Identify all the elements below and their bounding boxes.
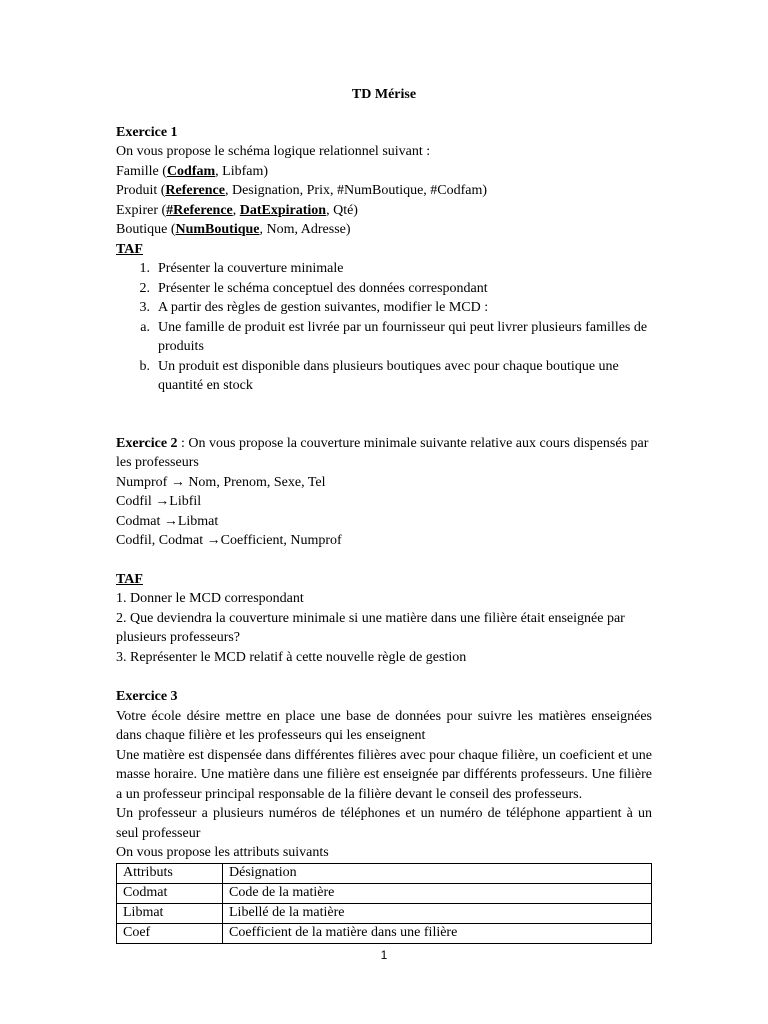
list-item: 3. Représenter le MCD relatif à cette nouvelle règle de gestion	[116, 649, 467, 665]
primary-key: Codfam	[166, 163, 216, 179]
relation-boutique: Boutique (NumBoutique, Nom, Adresse)	[116, 222, 351, 237]
table-header: Attributs	[117, 863, 223, 883]
table-header: Désignation	[223, 863, 652, 883]
primary-key: DatExpiration	[239, 202, 327, 218]
list-item: a. Une famille de produit est livrée par un fournisseur qui peut livrer plusieurs familles de produits	[140, 319, 648, 354]
table-row	[117, 903, 652, 923]
exercise-1-taf: TAF	[116, 241, 143, 257]
exercise-3-heading: Exercice 3	[116, 689, 178, 704]
dependency: Codmat →Libmat	[116, 513, 219, 529]
list-item: 2. Que deviendra la couverture minimale si une matière dans une filière était enseignée par plusieurs professeurs?	[116, 610, 625, 645]
paragraph: Votre école désire mettre en place une base de données pour suivre les matières enseignées dans chaque filière et les professeurs qui les enseignent	[116, 708, 652, 743]
exercise-2	[116, 434, 652, 668]
list-item: 1. Donner le MCD correspondant	[116, 591, 304, 606]
paragraph: Une matière est dispensée dans différentes filières avec pour chaque filière, un coeficient et une masse horaire. Une matière dans une filière est enseignée par différents professeurs. Une filière a un professeur principal responsable de la filière devant le conseil des professeurs.	[116, 747, 652, 802]
attributes-table	[116, 863, 652, 944]
table-cell: Libmat	[117, 903, 223, 923]
exercise-1-tasks	[116, 259, 652, 396]
dependency: Numprof → Nom, Prenom, Sexe, Tel	[116, 474, 326, 490]
paragraph: Un professeur a plusieurs numéros de téléphones et un numéro de téléphone appartient à un seul professeur	[116, 806, 652, 841]
page-title: TD Mérise	[351, 87, 417, 102]
table-row	[117, 923, 652, 943]
relation-produit: Produit (Reference, Designation, Prix, #NumBoutique, #Codfam)	[116, 183, 488, 198]
table-header-row	[117, 863, 652, 883]
table-cell: Codmat	[117, 883, 223, 903]
page-number: 1	[380, 948, 388, 962]
table-cell: Code de la matière	[223, 883, 652, 903]
table-cell: Libellé de la matière	[223, 903, 652, 923]
primary-key: NumBoutique	[175, 222, 260, 237]
list-item: b. Un produit est disponible dans plusieurs boutiques avec pour chaque boutique une quantité en stock	[139, 358, 619, 393]
primary-key: Reference	[165, 183, 225, 198]
relation-expirer: Expirer (#Reference, DatExpiration, Qté)	[116, 202, 358, 218]
exercise-1-heading: Exercice 1	[116, 124, 178, 140]
list-item: 3. A partir des règles de gestion suivantes, modifier le MCD :	[139, 300, 489, 315]
list-item: 1. Présenter la couverture minimale	[139, 261, 344, 276]
table-cell: Coefficient de la matière dans une filière	[223, 923, 652, 943]
list-item: 2. Présenter le schéma conceptuel des données correspondant	[139, 280, 488, 296]
paragraph: On vous propose les attributs suivants	[116, 845, 329, 860]
table-cell: Coef	[117, 923, 223, 943]
document-page	[116, 85, 652, 944]
dependency: Codfil →Libfil	[116, 494, 202, 509]
exercise-3	[116, 687, 652, 944]
relation-famille: Famille (Codfam, Libfam)	[116, 163, 269, 179]
exercise-2-heading: Exercice 2	[116, 435, 178, 451]
dependency: Codfil, Codmat →Coefficient, Numprof	[116, 533, 342, 548]
exercise-1	[116, 123, 652, 396]
exercise-1-intro: On vous propose le schéma logique relationnel suivant :	[116, 144, 431, 159]
exercise-2-intro: Exercice 2 : On vous propose la couverture minimale suivante relative aux cours dispensés par les professeurs	[116, 435, 649, 470]
primary-key: #Reference	[166, 202, 233, 218]
table-row	[117, 883, 652, 903]
exercise-2-taf: TAF	[116, 571, 143, 587]
